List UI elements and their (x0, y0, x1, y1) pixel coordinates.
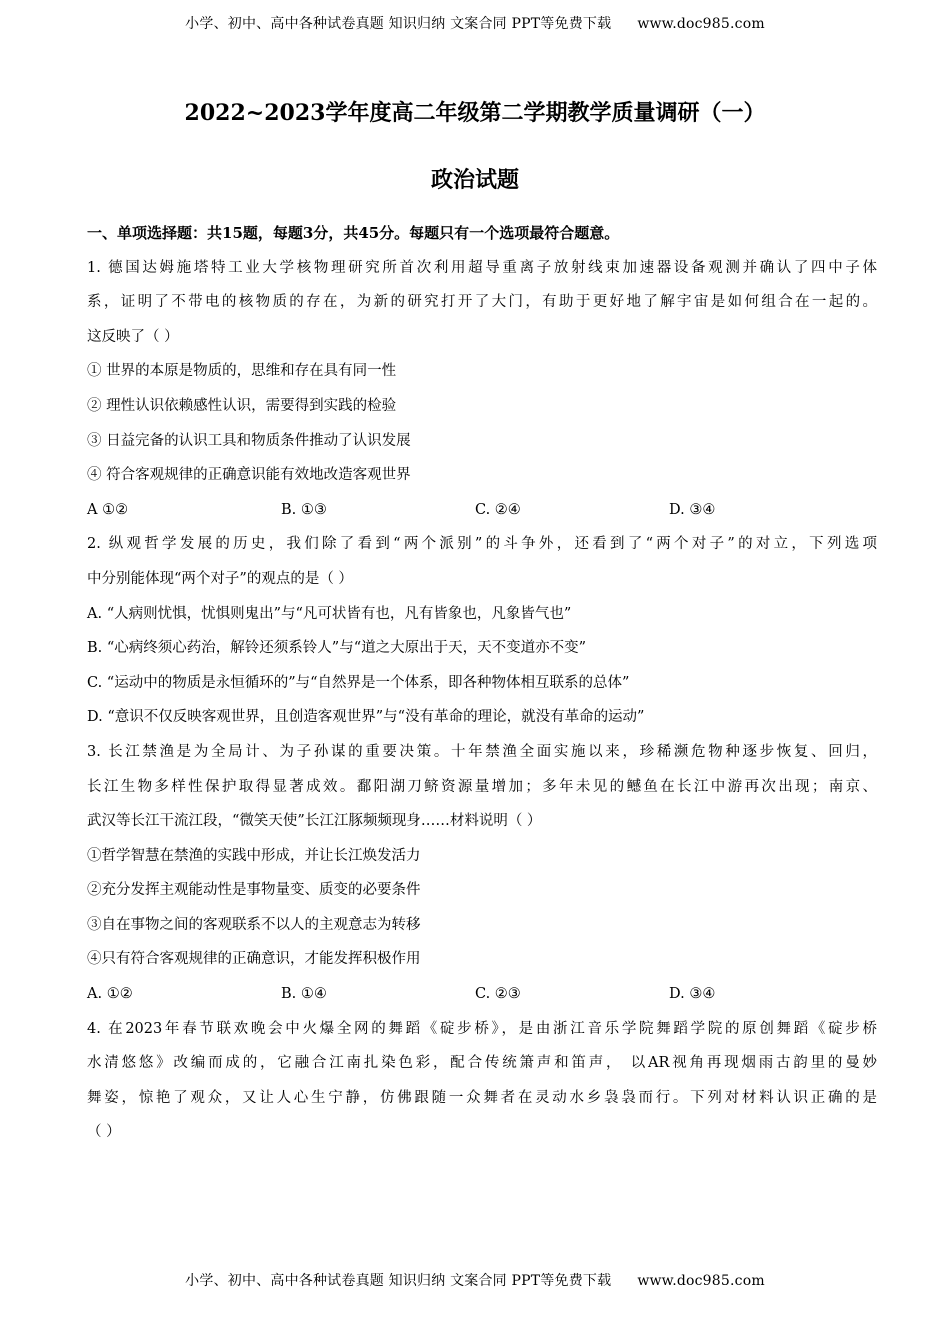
answer-options (87, 493, 877, 528)
question-stem-line: 系，证明了不带电的核物质的存在，为新的研究打开了大门，有助于更好地了解宇宙是如何组合在一起的。 (87, 294, 877, 311)
option-c: C. “运动中的物质是永恒循环的”与“自然界是一个体系，即各种物体相互联系的总体” (87, 674, 630, 691)
page-footer (0, 1270, 950, 1290)
statement-item: ①哲学智慧在禁渔的实践中形成，并让长江焕发活力 (87, 847, 421, 864)
answer-options (87, 977, 877, 1012)
exam-subtitle: 政治试题 (430, 167, 519, 193)
statement-item: ① 世界的本原是物质的，思维和存在具有同一性 (87, 363, 397, 380)
question-stem-line: 3. 长江禁渔是为全局计、为子孙谋的重要决策。十年禁渔全面实施以来，珍稀濒危物种逐步恢复、回归， (87, 743, 877, 760)
question-stem-line: 水清悠悠》改编而成的，它融合江南扎染色彩，配合传统箫声和笛声， 以AR视角再现烟雨古韵里的曼妙 (87, 1055, 877, 1072)
question-2 (87, 527, 877, 735)
question-stem-line: 武汉等长江干流江段，“微笑天使”长江江豚频频现身……材料说明（ ） (87, 813, 542, 830)
question-stem-line: 2. 纵观哲学发展的历史，我们除了看到“两个派别”的斗争外，还看到了“两个对子”的对立，下列选项 (87, 536, 877, 553)
option-b: B. “心病终须心药治，解铃还须系铃人”与“道之大原出于天，天不变道亦不变” (87, 640, 587, 657)
section-heading: 一、单项选择题：共15题，每题3分，共45分。每题只有一个选项最符合题意。 (87, 224, 620, 242)
option-d: D. “意识不仅反映客观世界，且创造客观世界”与“没有革命的理论，就没有革命的运动” (87, 709, 645, 726)
statement-item: ③自在事物之间的客观联系不以人的主观意志为转移 (87, 916, 421, 933)
question-stem-line: （ ） (87, 1124, 121, 1141)
statement-item: ③ 日益完备的认识工具和物质条件推动了认识发展 (87, 432, 411, 449)
option-d: D. ③④ (669, 986, 716, 1003)
exam-title: 2022~2023学年度高二年级第二学期教学质量调研（一） (184, 100, 766, 126)
option-c: C. ②④ (475, 501, 521, 518)
question-stem-line: 中分别能体现“两个对子”的观点的是（ ） (87, 570, 353, 587)
exam-content (87, 216, 877, 1150)
option-d: D. ③④ (669, 501, 716, 518)
question-stem-line: 舞姿，惊艳了观众，又让人心生宁静，仿佛跟随一众舞者在灵动水乡袅袅而行。下列对材料认识正确的是 (87, 1089, 877, 1106)
option-c: C. ②③ (475, 986, 521, 1003)
footer-url[interactable]: www.doc985.com (637, 1273, 765, 1289)
question-stem-line: 4. 在2023年春节联欢晚会中火爆全网的舞蹈《碇步桥》，是由浙江音乐学院舞蹈学院的原创舞蹈《碇步桥 (87, 1020, 877, 1037)
footer-text: 小学、初中、高中各种试卷真题 知识归纳 文案合同 PPT等免费下载 (185, 1273, 612, 1289)
option-a: A ①② (87, 501, 129, 518)
option-b: B. ①④ (281, 986, 327, 1003)
statement-item: ④只有符合客观规律的正确意识，才能发挥积极作用 (87, 951, 421, 968)
statement-item: ②充分发挥主观能动性是事物量变、质变的必要条件 (87, 882, 421, 899)
header-url[interactable]: www.doc985.com (637, 16, 765, 32)
question-1 (87, 251, 877, 528)
statement-item: ② 理性认识依赖感性认识，需要得到实践的检验 (87, 397, 397, 414)
option-a: A. ①② (87, 986, 133, 1003)
header-text: 小学、初中、高中各种试卷真题 知识归纳 文案合同 PPT等免费下载 (185, 16, 612, 32)
statement-item: ④ 符合客观规律的正确意识能有效地改造客观世界 (87, 467, 411, 484)
question-stem-line: 这反映了（ ） (87, 328, 179, 345)
option-a: A. “人病则忧惧，忧惧则鬼出”与“凡可状皆有也，凡有皆象也，凡象皆气也” (87, 605, 572, 622)
question-4 (87, 1012, 877, 1150)
option-b: B. ①③ (281, 501, 327, 518)
question-3 (87, 735, 877, 1012)
question-stem-line: 长江生物多样性保护取得显著成效。鄱阳湖刀鲚资源量增加；多年未见的鳡鱼在长江中游再次出现；南京、 (87, 778, 877, 795)
question-stem-line: 1. 德国达姆施塔特工业大学核物理研究所首次利用超导重离子放射线束加速器设备观测并确认了四中子体 (87, 259, 877, 276)
page-header (0, 13, 950, 33)
